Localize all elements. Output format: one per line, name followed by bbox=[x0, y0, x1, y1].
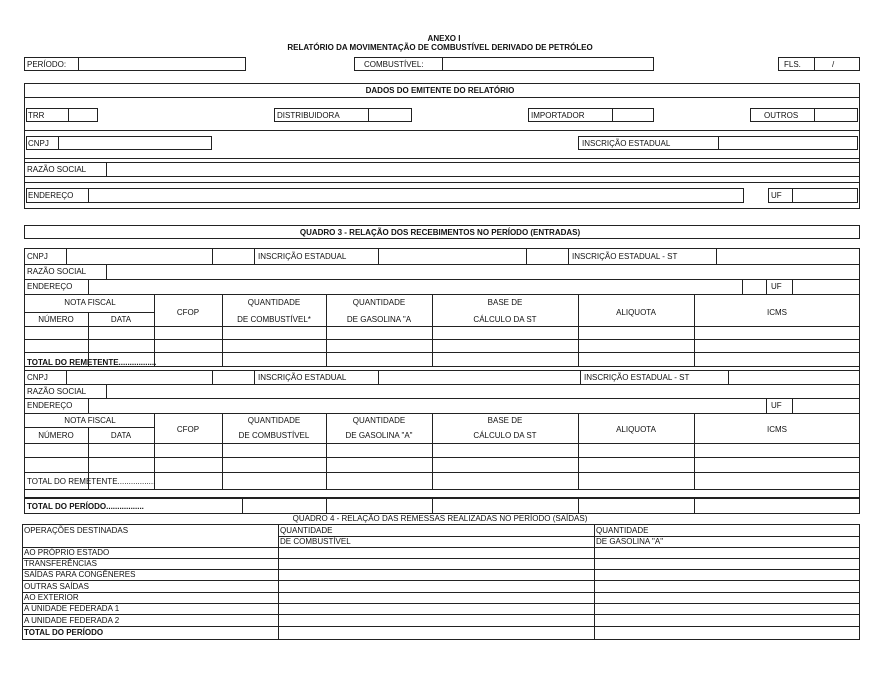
q3-cnpj-label-2: CNPJ bbox=[27, 373, 48, 382]
trr-label: TRR bbox=[28, 111, 45, 120]
nota-fiscal-header: NOTA FISCAL bbox=[64, 298, 116, 307]
divider bbox=[378, 248, 379, 264]
divider bbox=[24, 182, 860, 183]
q3-ie-st-label: INSCRIÇÃO ESTADUAL - ST bbox=[572, 252, 678, 261]
outros-label: OUTROS bbox=[764, 111, 799, 120]
fls-label: FLS. bbox=[784, 60, 801, 69]
divider bbox=[106, 384, 107, 398]
divider bbox=[326, 498, 327, 514]
divider bbox=[742, 279, 743, 294]
table-row[interactable] bbox=[22, 580, 860, 581]
q4-qtd-comb-header-2: DE COMBUSTÍVEL bbox=[280, 537, 351, 546]
quadro4-title: QUADRO 4 - RELAÇÃO DAS REMESSAS REALIZADAS NO PERÍODO (SAÍDAS) bbox=[292, 514, 588, 523]
q3-cnpj-label: CNPJ bbox=[27, 252, 48, 261]
divider bbox=[792, 398, 793, 413]
q3-ie-st-label-2: INSCRIÇÃO ESTADUAL - ST bbox=[584, 373, 690, 382]
divider bbox=[66, 370, 67, 384]
form-title: RELATÓRIO DA MOVIMENTAÇÃO DE COMBUSTÍVEL DERIVADO DE PETRÓLEO bbox=[287, 43, 593, 52]
q3-ie-label: INSCRIÇÃO ESTADUAL bbox=[258, 252, 347, 261]
divider bbox=[242, 498, 243, 514]
divider bbox=[88, 188, 89, 203]
q4-row-label: AO EXTERIOR bbox=[24, 593, 79, 602]
divider bbox=[814, 57, 815, 71]
q3-endereco-label: ENDEREÇO bbox=[27, 282, 73, 291]
emitente-cnpj-label: CNPJ bbox=[28, 139, 49, 148]
divider bbox=[24, 413, 860, 414]
periodo-label: PERÍODO: bbox=[27, 60, 67, 69]
divider bbox=[378, 370, 379, 384]
emitente-ie-label: INSCRIÇÃO ESTADUAL bbox=[582, 139, 671, 148]
divider bbox=[24, 158, 860, 159]
emitente-uf-label: UF bbox=[771, 191, 782, 200]
total-periodo-q3: TOTAL DO PERÍODO................. bbox=[27, 502, 144, 511]
divider bbox=[24, 97, 860, 98]
table-row[interactable] bbox=[22, 558, 860, 559]
divider bbox=[24, 264, 860, 265]
divider bbox=[254, 370, 255, 384]
numero-header-2: NÚMERO bbox=[38, 431, 74, 440]
q3-endereco-label-2: ENDEREÇO bbox=[27, 401, 73, 410]
divider bbox=[694, 294, 695, 366]
emitente-razao-field[interactable] bbox=[24, 162, 860, 177]
divider bbox=[24, 312, 154, 313]
divider bbox=[88, 398, 89, 413]
qtd-comb-header: QUANTIDADE bbox=[247, 298, 301, 307]
divider bbox=[24, 443, 860, 444]
qtd-gas-header: QUANTIDADE bbox=[352, 298, 406, 307]
divider bbox=[78, 57, 79, 71]
importador-label: IMPORTADOR bbox=[531, 111, 585, 120]
divider bbox=[766, 279, 767, 294]
operacoes-header: OPERAÇÕES DESTINADAS bbox=[24, 526, 129, 535]
emitente-endereco-label: ENDEREÇO bbox=[28, 191, 74, 200]
base-header-b: BASE DE bbox=[487, 416, 523, 425]
divider bbox=[578, 294, 579, 366]
divider bbox=[24, 279, 860, 280]
divider bbox=[526, 248, 527, 264]
table-row[interactable] bbox=[22, 569, 860, 570]
q4-row-label: TOTAL DO PERÍODO bbox=[24, 628, 104, 637]
table-row[interactable] bbox=[22, 614, 860, 615]
divider bbox=[154, 294, 155, 366]
divider bbox=[432, 498, 433, 514]
qtd-comb-header-2: DE COMBUSTÍVEL* bbox=[237, 315, 311, 324]
divider bbox=[24, 130, 860, 131]
base-header-b2: CÁLCULO DA ST bbox=[473, 431, 537, 440]
aliquota-header: ALIQUOTA bbox=[616, 308, 656, 317]
divider bbox=[326, 413, 327, 489]
divider bbox=[66, 248, 67, 264]
divider bbox=[694, 413, 695, 489]
divider bbox=[222, 294, 223, 366]
icms-header-2: ICMS bbox=[767, 425, 787, 434]
table-row[interactable] bbox=[22, 603, 860, 604]
divider bbox=[432, 413, 433, 489]
divider bbox=[88, 279, 89, 294]
divider bbox=[442, 57, 443, 71]
q4-qtd-comb-header: QUANTIDADE bbox=[280, 526, 333, 535]
divider bbox=[766, 398, 767, 413]
combustivel-label: COMBUSTÍVEL: bbox=[364, 60, 424, 69]
divider bbox=[24, 489, 860, 490]
q4-qtd-gas-header: QUANTIDADE bbox=[596, 526, 649, 535]
divider bbox=[578, 498, 579, 514]
quadro3-table bbox=[24, 248, 860, 498]
table-row[interactable] bbox=[22, 626, 860, 627]
q4-row-label: OUTRAS SAÍDAS bbox=[24, 582, 89, 591]
q3-razao-label-2: RAZÃO SOCIAL bbox=[27, 387, 87, 396]
icms-header: ICMS bbox=[767, 308, 787, 317]
table-row[interactable] bbox=[24, 339, 860, 340]
cfop-header-2: CFOP bbox=[176, 425, 200, 434]
q3-ie-label-2: INSCRIÇÃO ESTADUAL bbox=[258, 373, 347, 382]
divider bbox=[106, 162, 107, 177]
q3-uf-label: UF bbox=[771, 282, 782, 291]
distribuidora-label: DISTRIBUIDORA bbox=[277, 111, 340, 120]
divider bbox=[694, 498, 695, 514]
qtd-gas-header-2: DE GASOLINA "A bbox=[346, 315, 412, 324]
divider bbox=[254, 248, 255, 264]
divider bbox=[68, 108, 69, 122]
table-row[interactable] bbox=[24, 352, 860, 353]
qtd-comb-header-b: QUANTIDADE bbox=[247, 416, 301, 425]
divider bbox=[594, 524, 595, 640]
data-header-2: DATA bbox=[110, 431, 132, 440]
divider bbox=[24, 384, 860, 385]
divider bbox=[24, 370, 860, 371]
divider bbox=[432, 294, 433, 366]
divider bbox=[58, 136, 59, 150]
table-row[interactable] bbox=[24, 472, 860, 473]
divider bbox=[24, 294, 860, 295]
divider bbox=[580, 370, 581, 384]
total-remetente-2: TOTAL DO REMETENTE................. bbox=[27, 477, 156, 486]
total-periodo-row bbox=[24, 498, 860, 514]
emitente-razao-label: RAZÃO SOCIAL bbox=[27, 165, 87, 174]
base-header-2: CÁLCULO DA ST bbox=[473, 315, 537, 324]
q3-uf-label-2: UF bbox=[771, 401, 782, 410]
quadro3-title: QUADRO 3 - RELAÇÃO DOS RECEBIMENTOS NO PERÍODO (ENTRADAS) bbox=[299, 228, 581, 237]
quadro4-table bbox=[22, 524, 860, 640]
q3-razao-label: RAZÃO SOCIAL bbox=[27, 267, 87, 276]
q4-row-label: SAÍDAS PARA CONGÊNERES bbox=[24, 570, 136, 579]
qtd-comb-header-b2: DE COMBUSTÍVEL bbox=[238, 431, 310, 440]
qtd-gas-header-b2: DE GASOLINA "A" bbox=[345, 431, 413, 440]
divider bbox=[368, 108, 369, 122]
divider bbox=[24, 427, 154, 428]
fls-separator: / bbox=[832, 60, 835, 69]
divider bbox=[814, 108, 815, 122]
emitente-cnpj-field[interactable] bbox=[26, 136, 212, 150]
divider bbox=[326, 294, 327, 366]
divider bbox=[612, 108, 613, 122]
divider bbox=[212, 248, 213, 264]
divider bbox=[222, 413, 223, 489]
table-row[interactable] bbox=[22, 592, 860, 593]
annex-label: ANEXO I bbox=[427, 34, 461, 43]
divider bbox=[568, 248, 569, 264]
q4-row-label: A UNIDADE FEDERADA 2 bbox=[24, 616, 120, 625]
divider bbox=[24, 398, 860, 399]
emitente-title: DADOS DO EMITENTE DO RELATÓRIO bbox=[365, 86, 515, 95]
divider bbox=[212, 370, 213, 384]
divider bbox=[716, 248, 717, 264]
divider bbox=[106, 264, 107, 279]
divider bbox=[24, 326, 860, 327]
qtd-gas-header-b: QUANTIDADE bbox=[352, 416, 406, 425]
divider bbox=[22, 547, 860, 548]
table-row[interactable] bbox=[24, 457, 860, 458]
aliquota-header-2: ALIQUOTA bbox=[616, 425, 656, 434]
emitente-endereco-field[interactable] bbox=[26, 188, 744, 203]
divider bbox=[578, 413, 579, 489]
base-header: BASE DE bbox=[487, 298, 523, 307]
divider bbox=[728, 370, 729, 384]
nota-fiscal-header-2: NOTA FISCAL bbox=[64, 416, 116, 425]
divider bbox=[278, 536, 860, 537]
q4-row-label: TRANSFERÊNCIAS bbox=[24, 559, 97, 568]
divider bbox=[278, 524, 279, 640]
cfop-header: CFOP bbox=[176, 308, 200, 317]
divider bbox=[792, 188, 793, 203]
q4-row-label: A UNIDADE FEDERADA 1 bbox=[24, 604, 120, 613]
total-remetente-1: TOTAL DO REMETENTE................. bbox=[27, 358, 157, 367]
divider bbox=[718, 136, 719, 150]
q4-row-label: AO PRÓPRIO ESTADO bbox=[24, 548, 110, 557]
numero-header: NÚMERO bbox=[38, 315, 74, 324]
q4-qtd-gas-header-2: DE GASOLINA "A" bbox=[596, 537, 664, 546]
data-header: DATA bbox=[110, 315, 132, 324]
divider bbox=[792, 279, 793, 294]
